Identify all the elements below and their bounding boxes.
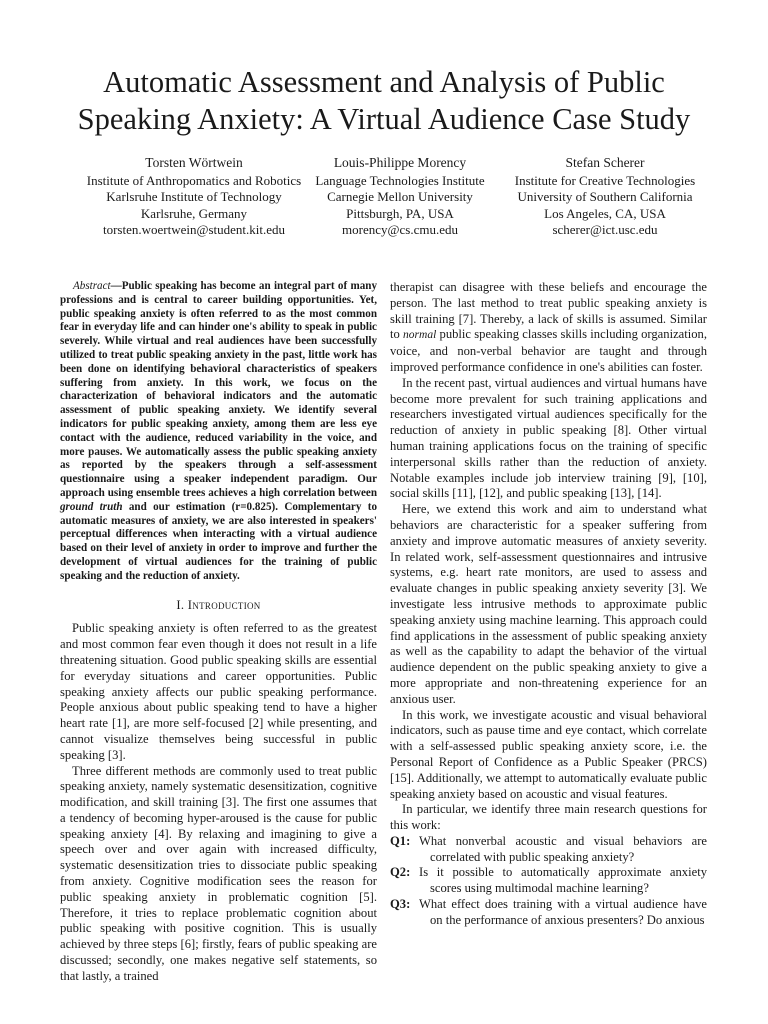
paragraph: In the recent past, virtual audiences and virtual humans have become more prevalent for such training applications and researchers investigated virtual audiences specifically for the reduction of anxiety in public speaking [8]. Other virtual human training applications focus on the training of specific interpersonal skills rather than the reduction of anxiety. Notable examples include job interview training [9], [10], social skills [11], [12], and public speaking [13], [14]. (390, 375, 707, 501)
author-affiliation: Karlsruhe Institute of Technology (106, 189, 282, 205)
paragraph: Public speaking anxiety is often referred to as the greatest and most common fear even though it does not result in a life threatening situation. Good public speaking skills are essential for everyday situations and career opportunities. Public speaking anxiety affects our public speaking performance. People anxious about public speaking tend to have a higher heart rate [1], are more self-focused [2] while presenting, and cannot visualize themselves being successful in public speaking [3]. (60, 621, 377, 762)
question-text: Is it possible to automatically approximate anxiety scores using multimodal machine learning? (419, 865, 707, 896)
author-location: Karlsruhe, Germany (140, 205, 248, 221)
paragraph: Three different methods are commonly used to treat public speaking anxiety, namely systematic desensitization, cognitive modification, and skill training [3]. The first one assumes that a tendency of becoming hyper-aroused is the cause for public speaking anxiety [4]. By relaxing and imagining to give a speech over and over again with increased difficulty, systematic desensitization tries to dissociate public speaking from anxiety. Cognitive modification sees the reason for public speaking anxiety in problematic cognition [5]. Therefore, it tries to replace problematic cognition about public speaking with positive cognition. This is usually achieved by three steps [6]; firstly, fears of public speaking are discussed; secondly, one makes negative self statements, so that lastly, a trained (60, 763, 377, 983)
paragraph: In particular, we identify three main research questions for this work: (390, 802, 707, 833)
research-question-1 (390, 834, 707, 866)
author-affiliation: Institute of Anthropomatics and Robotics (86, 172, 302, 188)
author-name: Torsten Wörtwein (145, 155, 243, 170)
author-affiliation: Institute for Creative Technologies (514, 172, 696, 188)
paragraph (390, 280, 707, 376)
question-text: What nonverbal acoustic and visual behaviors are correlated with public speaking anxiety? (419, 833, 707, 864)
question-text: What effect does training with a virtual audience have on the performance of anxious presenters? Do anxious (419, 897, 707, 927)
author-block (0, 155, 768, 245)
research-question-3 (390, 897, 707, 929)
author-email: scherer@ict.usc.edu (552, 222, 658, 238)
paragraph-emphasis: normal (403, 329, 437, 342)
research-question-2 (390, 865, 707, 897)
author-affiliation: University of Southern California (517, 189, 693, 205)
abstract-dash: — (110, 280, 122, 292)
abstract-text: Public speaking has become an integral part of many professions and is central to career building opportunities. Yet, public speaking anxiety is often referred to as the most common fear in everyday life and can hinder one's ability to speak in public severely. While virtual and real audiences have been successfully utilized to treat public speaking anxiety in the past, little work has been done on identifying behavioral characteristics of speakers suffering from anxiety. In this work, we focus on the characterization of behavioral indicators and the automatic assessment of public speaking anxiety. We identify several indicators for public speaking anxiety, among them are less eye contact with the audience, reduced variability in the voice, and more pauses. We automatically assess the public speaking anxiety as reported by the speakers through a self-assessment questionnaire using a speaker independent paradigm. Our approach using ensemble trees achieves a high correlation between (60, 280, 377, 499)
author-3 (490, 155, 720, 239)
paragraph: Here, we extend this work and aim to understand what behaviors are characteristic for a speaker suffering from anxiety and improve automatic measures of anxiety severity. In related work, self-assessment questionnaires and intrusive systems, e.g. heart rate monitors, are used to assess and evaluate changes in public speaking anxiety severity [3]. We investigate less intrusive methods to approximate public speaking anxiety using machine learning. This approach could find applications in the assessment of public speaking anxiety as well as the capability to adapt the behavior of the virtual audience dependent on the public speaking anxiety to give a more appropriate and non-threatening experience for an anxious user. (390, 502, 707, 706)
author-location: Los Angeles, CA, USA (544, 205, 666, 221)
paper-title (40, 64, 728, 138)
paragraph-text: public speaking classes skills including organization, voice, and non-verbal behavior are taught and through improved performance confidence in one's abilities can foster. (390, 327, 707, 374)
title-line-1: Automatic Assessment and Analysis of Public (103, 65, 665, 99)
abstract-emphasis: ground truth (60, 500, 123, 513)
author-1 (66, 155, 322, 239)
author-name: Louis-Philippe Morency (333, 155, 467, 170)
title-line-2: Speaking Anxiety: A Virtual Audience Case Study (77, 102, 691, 136)
author-affiliation: Language Technologies Institute (315, 172, 485, 188)
author-2 (305, 155, 495, 239)
paragraph: In this work, we investigate acoustic and visual behavioral indicators, such as pause time and eye contact, which correlate with a self-assessed public speaking anxiety score, i.e. the Personal Report of Confidence as a Public Speaker (PRCS) [15]. Additionally, we attempt to automatically evaluate public speaking anxiety based on acoustic and visual features. (390, 707, 707, 801)
question-label: Q3: (390, 897, 411, 912)
author-affiliation: Carnegie Mellon University (327, 189, 473, 205)
author-name: Stefan Scherer (565, 155, 645, 170)
author-email: torsten.woertwein@student.kit.edu (102, 222, 286, 238)
author-location: Pittsburgh, PA, USA (346, 205, 454, 221)
author-email: morency@cs.cmu.edu (342, 222, 458, 238)
paragraph-text: therapist can disagree with these beliefs and encourage the person. The last method to treat public speaking anxiety is skill training [7]. Thereby, a lack of skills is assumed. Similar to (390, 280, 707, 342)
left-column (60, 280, 377, 985)
question-label: Q1: (390, 833, 411, 848)
abstract-label: Abstract (73, 280, 111, 292)
abstract (60, 280, 377, 584)
section-heading-introduction: I. Introduction (176, 597, 261, 612)
abstract-text: and our estimation (r=0.825). Complementary to automatic measures of anxiety, we are also interested in speakers' perceptual differences when interacting with a virtual audience based on their level of anxiety in order to improve and further the development of virtual audiences for the training of public speaking and the reduction of anxiety. (60, 500, 377, 582)
question-label: Q2: (390, 865, 411, 880)
right-column (390, 280, 707, 929)
